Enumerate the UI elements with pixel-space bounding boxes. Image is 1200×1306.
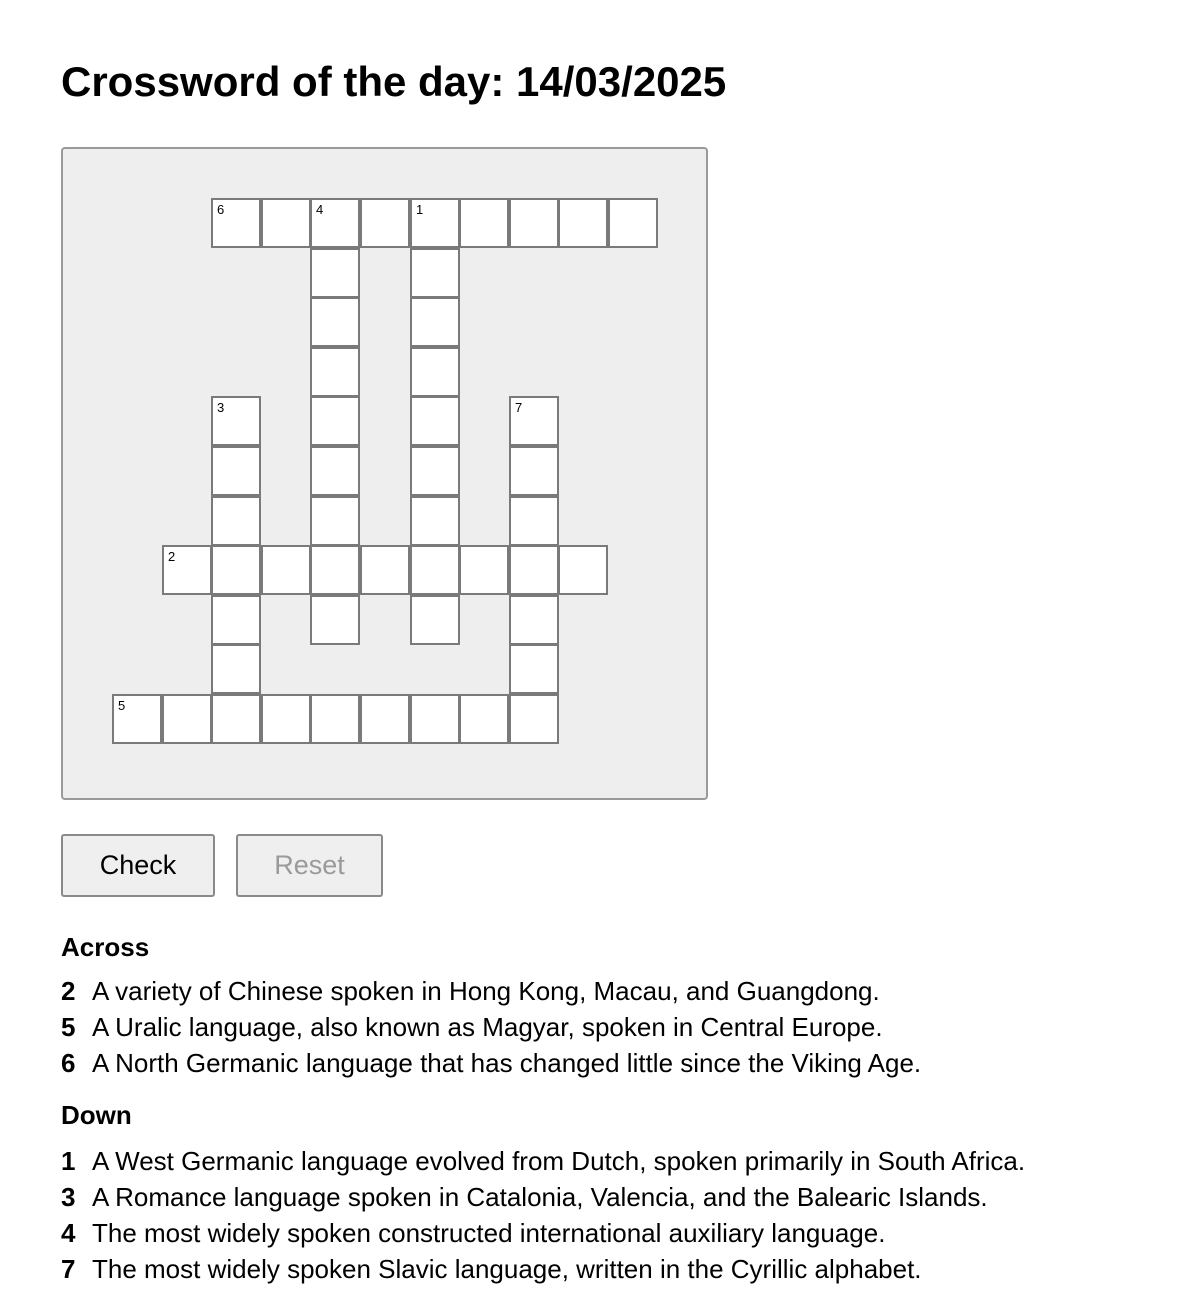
grid-cell[interactable] [261,694,311,744]
grid-cell[interactable] [211,446,261,496]
grid-cell[interactable] [459,545,509,595]
cell-input[interactable] [164,547,210,593]
grid-cell[interactable] [211,496,261,546]
down-clue-list [61,1143,1025,1287]
cell-input[interactable] [213,498,259,544]
grid-cell[interactable] [360,694,410,744]
grid-cell[interactable] [162,694,212,744]
clue-number: 2 [61,976,76,1006]
grid-cell[interactable] [558,198,608,248]
cell-input[interactable] [511,498,557,544]
grid-cell[interactable] [509,396,559,446]
clue-number: 1 [61,1146,76,1176]
cell-number: 6 [217,202,225,217]
cell-input[interactable] [312,250,358,296]
grid-cell[interactable] [509,545,559,595]
down-clue [61,1251,1025,1287]
grid-cell[interactable] [509,198,559,248]
grid-cell[interactable] [608,198,658,248]
cell-input[interactable] [511,597,557,643]
cell-input[interactable] [511,398,557,444]
clue-text: The most widely spoken Slavic language, written in the Cyrillic alphabet. [92,1254,922,1284]
cell-input[interactable] [263,200,309,246]
cell-input[interactable] [312,398,358,444]
grid-cell[interactable] [310,347,360,397]
grid-cell[interactable] [410,694,460,744]
cell-input[interactable] [114,696,160,742]
grid-cell[interactable] [410,396,460,446]
cell-number: 3 [217,400,225,415]
clue-text: A Uralic language, also known as Magyar, spoken in Central Europe. [92,1012,883,1042]
cell-input[interactable] [213,398,259,444]
cell-input[interactable] [213,200,259,246]
across-clue [61,1045,921,1081]
grid-cell[interactable] [310,496,360,546]
check-button[interactable]: Check [61,834,215,897]
across-clue-list [61,973,921,1081]
down-clue [61,1215,1025,1251]
reset-button[interactable]: Reset [236,834,383,897]
cell-input[interactable] [511,696,557,742]
grid-cell[interactable] [261,545,311,595]
clue-number: 5 [61,1012,76,1042]
cell-input[interactable] [511,200,557,246]
across-clue [61,973,921,1009]
grid-cell[interactable] [509,446,559,496]
grid-cell[interactable] [310,545,360,595]
across-heading: Across [61,932,150,962]
down-clue [61,1179,1025,1215]
grid-cell[interactable] [509,644,559,694]
grid-cell[interactable] [459,198,509,248]
cell-number: 5 [118,698,126,713]
cell-input[interactable] [213,448,259,494]
cell-input[interactable] [412,448,458,494]
page-title: Crossword of the day: 14/03/2025 [61,58,727,105]
cell-input[interactable] [412,398,458,444]
clue-number: 3 [61,1182,76,1212]
down-heading: Down [61,1100,132,1130]
grid-cell[interactable] [310,446,360,496]
cell-input[interactable] [412,299,458,345]
grid-cell[interactable] [112,694,162,744]
cell-input[interactable] [312,448,358,494]
grid-cell[interactable] [211,644,261,694]
grid-cell[interactable] [558,545,608,595]
clue-number: 4 [61,1218,76,1248]
grid-cell[interactable] [410,248,460,298]
clue-number: 6 [61,1048,76,1078]
cell-input[interactable] [263,547,309,593]
cell-input[interactable] [412,547,458,593]
clue-number: 7 [61,1254,76,1284]
cell-input[interactable] [461,200,507,246]
cell-input[interactable] [560,547,606,593]
cell-input[interactable] [610,200,656,246]
cell-input[interactable] [560,200,606,246]
cell-input[interactable] [461,696,507,742]
grid-cell[interactable] [509,694,559,744]
clue-text: A Romance language spoken in Catalonia, Valencia, and the Balearic Islands. [92,1182,988,1212]
grid-cell[interactable] [310,694,360,744]
cell-number: 4 [316,202,324,217]
grid-cell[interactable] [410,347,460,397]
down-clue [61,1143,1025,1179]
grid-cell[interactable] [360,198,410,248]
cell-input[interactable] [412,250,458,296]
grid-cell[interactable] [261,198,311,248]
clue-text: A variety of Chinese spoken in Hong Kong, Macau, and Guangdong. [92,976,880,1006]
cell-input[interactable] [312,696,358,742]
grid-cell[interactable] [459,694,509,744]
clue-text: A North Germanic language that has changed little since the Viking Age. [92,1048,922,1078]
grid-cell[interactable] [310,297,360,347]
crossword-grid [61,147,708,800]
grid-cell[interactable] [310,198,360,248]
grid-cell[interactable] [410,595,460,645]
grid-cell[interactable] [509,496,559,546]
cell-input[interactable] [213,696,259,742]
cell-input[interactable] [312,597,358,643]
grid-cell[interactable] [360,545,410,595]
cell-input[interactable] [312,547,358,593]
clue-text: The most widely spoken constructed international auxiliary language. [92,1218,886,1248]
cell-number: 1 [416,202,424,217]
cell-input[interactable] [312,498,358,544]
cell-input[interactable] [362,696,408,742]
cell-input[interactable] [263,696,309,742]
grid-cell[interactable] [211,595,261,645]
grid-cell[interactable] [509,595,559,645]
cell-input[interactable] [412,696,458,742]
grid-cell[interactable] [162,545,212,595]
cell-input[interactable] [164,696,210,742]
cell-input[interactable] [461,547,507,593]
cell-input[interactable] [511,646,557,692]
clue-text: A West Germanic language evolved from Dutch, spoken primarily in South Africa. [92,1146,1026,1176]
grid-cell[interactable] [410,297,460,347]
cell-number: 7 [515,400,523,415]
grid-cell[interactable] [410,446,460,496]
grid-cell[interactable] [211,694,261,744]
grid-cell[interactable] [410,496,460,546]
cell-input[interactable] [412,200,458,246]
cell-input[interactable] [312,200,358,246]
cell-input[interactable] [511,547,557,593]
cell-number: 2 [168,549,176,564]
grid-cell[interactable] [310,248,360,298]
grid-cell[interactable] [410,198,460,248]
cell-input[interactable] [412,349,458,395]
cell-input[interactable] [312,299,358,345]
grid-cell[interactable] [410,545,460,595]
grid-cell[interactable] [211,545,261,595]
grid-cell[interactable] [310,595,360,645]
cell-input[interactable] [412,597,458,643]
cell-input[interactable] [213,597,259,643]
grid-cell[interactable] [211,396,261,446]
cell-input[interactable] [362,547,408,593]
cell-input[interactable] [312,349,358,395]
cell-input[interactable] [412,498,458,544]
across-clue [61,1009,921,1045]
cell-input[interactable] [511,448,557,494]
grid-cell[interactable] [211,198,261,248]
cell-input[interactable] [213,547,259,593]
cell-input[interactable] [213,646,259,692]
cell-input[interactable] [362,200,408,246]
grid-cell[interactable] [310,396,360,446]
